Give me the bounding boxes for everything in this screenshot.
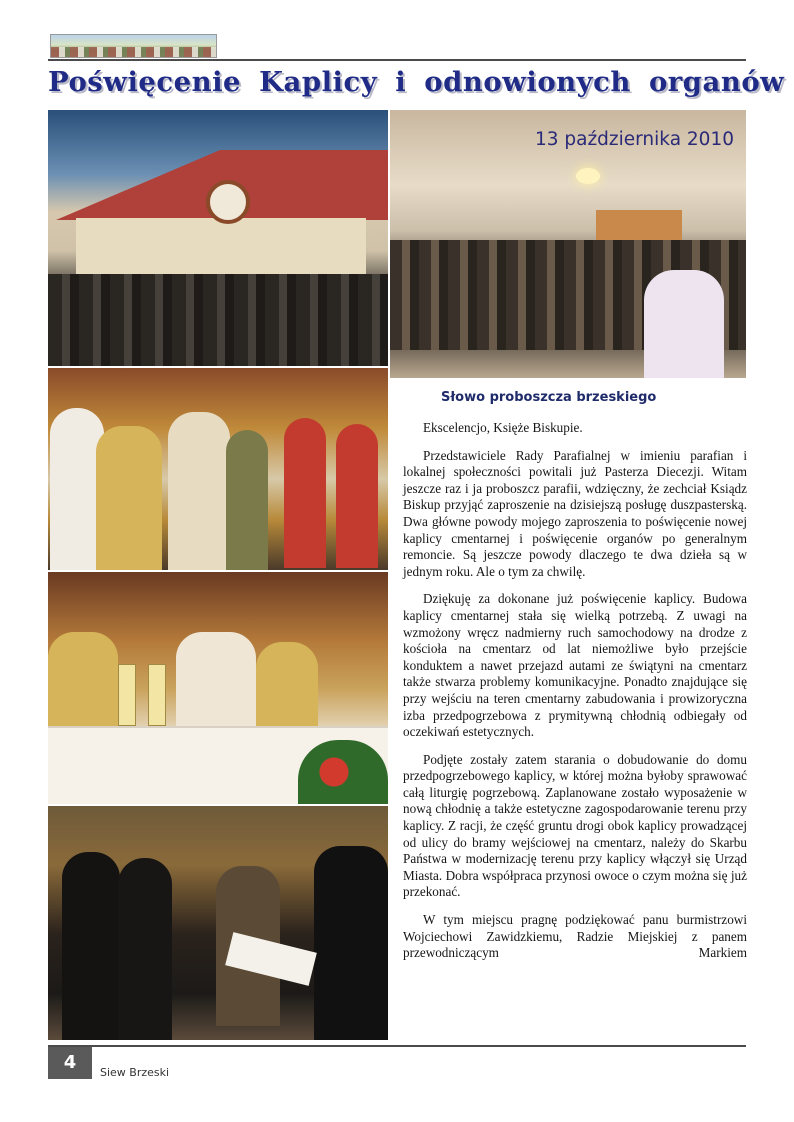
header-photo-strip <box>50 34 217 58</box>
photo-bishop-blessing <box>48 368 388 570</box>
photo-chapel-interior-crowd <box>390 110 746 378</box>
photo-clergy-reading <box>48 806 388 1040</box>
page-title: Poświęcenie Kaplicy i odnowionych organów <box>48 66 785 98</box>
article <box>403 390 747 962</box>
top-rule <box>48 59 746 61</box>
article-paragraph: W tym miejscu pragnę podziękować panu burmistrzowi Wojciechowi Zawidzkiemu, Radzie Miejskiej z panem przewodniczącym Markiem <box>403 912 747 961</box>
page-number: 4 <box>48 1047 92 1079</box>
article-paragraph: Ekscelencjo, Księże Biskupie. <box>423 420 583 435</box>
bottom-rule <box>48 1045 746 1047</box>
event-date: 13 października 2010 <box>534 129 734 150</box>
article-subheading: Słowo proboszcza brzeskiego <box>441 390 657 405</box>
article-paragraph: Podjęte zostały zatem starania o dobudowanie do domu przedpogrzebowego kaplicy, w której można byłoby sprawować całą liturgię pogrzebową. Zaplanowane zostało wyposażenie w nową chłodnię a także estetyczne zagospodarowanie terenu przy kaplicy. Z racji, że część gruntu drogi obok kaplicy prowadzącej od ulicy do bramy wejściowej na cmentarz, należy do Skarbu Państwa w modernizację terenu przy kaplicy włączył się Urząd Miasta. Dobra współpraca przynosi owoce o czym można się już przekonać. <box>403 751 747 900</box>
article-paragraph: Przedstawiciele Rady Parafialnej w imieniu parafian i lokalnej społeczności powitali już Pasterza Diecezji. Witam jeszcze raz i ja proboszcz parafii, wdzięczny, że zechciał Ksiądz Biskup przyjąć zaproszenie na dzisiejszą posługę duszpasterską. Dwa główne powody mojego zaproszenia to poświęcenie nowej kaplicy cmentarnej i poświęcenie organów po generalnym remoncie. Są jeszcze powody dlaczego te dwa dzieła są w jednym roku. Ale o tym za chwilę. <box>403 447 747 579</box>
magazine-name: Siew Brzeski <box>100 1066 170 1079</box>
article-paragraph: Dziękuję za dokonane już poświęcenie kaplicy. Budowa kaplicy cmentarnej stała się wielką potrzebą. Z uwagi na wzmożony wręcz nadmierny ruch samochodowy na drodze z kościoła na cmentarz od lat niemożliwe było przejście konduktem a nawet przejazd autami ze świątyni na cmentarz także stwarza problemy komunikacyjne. Ponadto znajdujące się przy wejściu na teren cmentarny zabudowania i prowizoryczna izba przedpogrzebowa z prymitywną chłodnią odbiegały od oczekiwań estetycznych. <box>403 591 747 740</box>
photo-chapel-exterior <box>48 110 388 366</box>
photo-mass-altar <box>48 572 388 804</box>
